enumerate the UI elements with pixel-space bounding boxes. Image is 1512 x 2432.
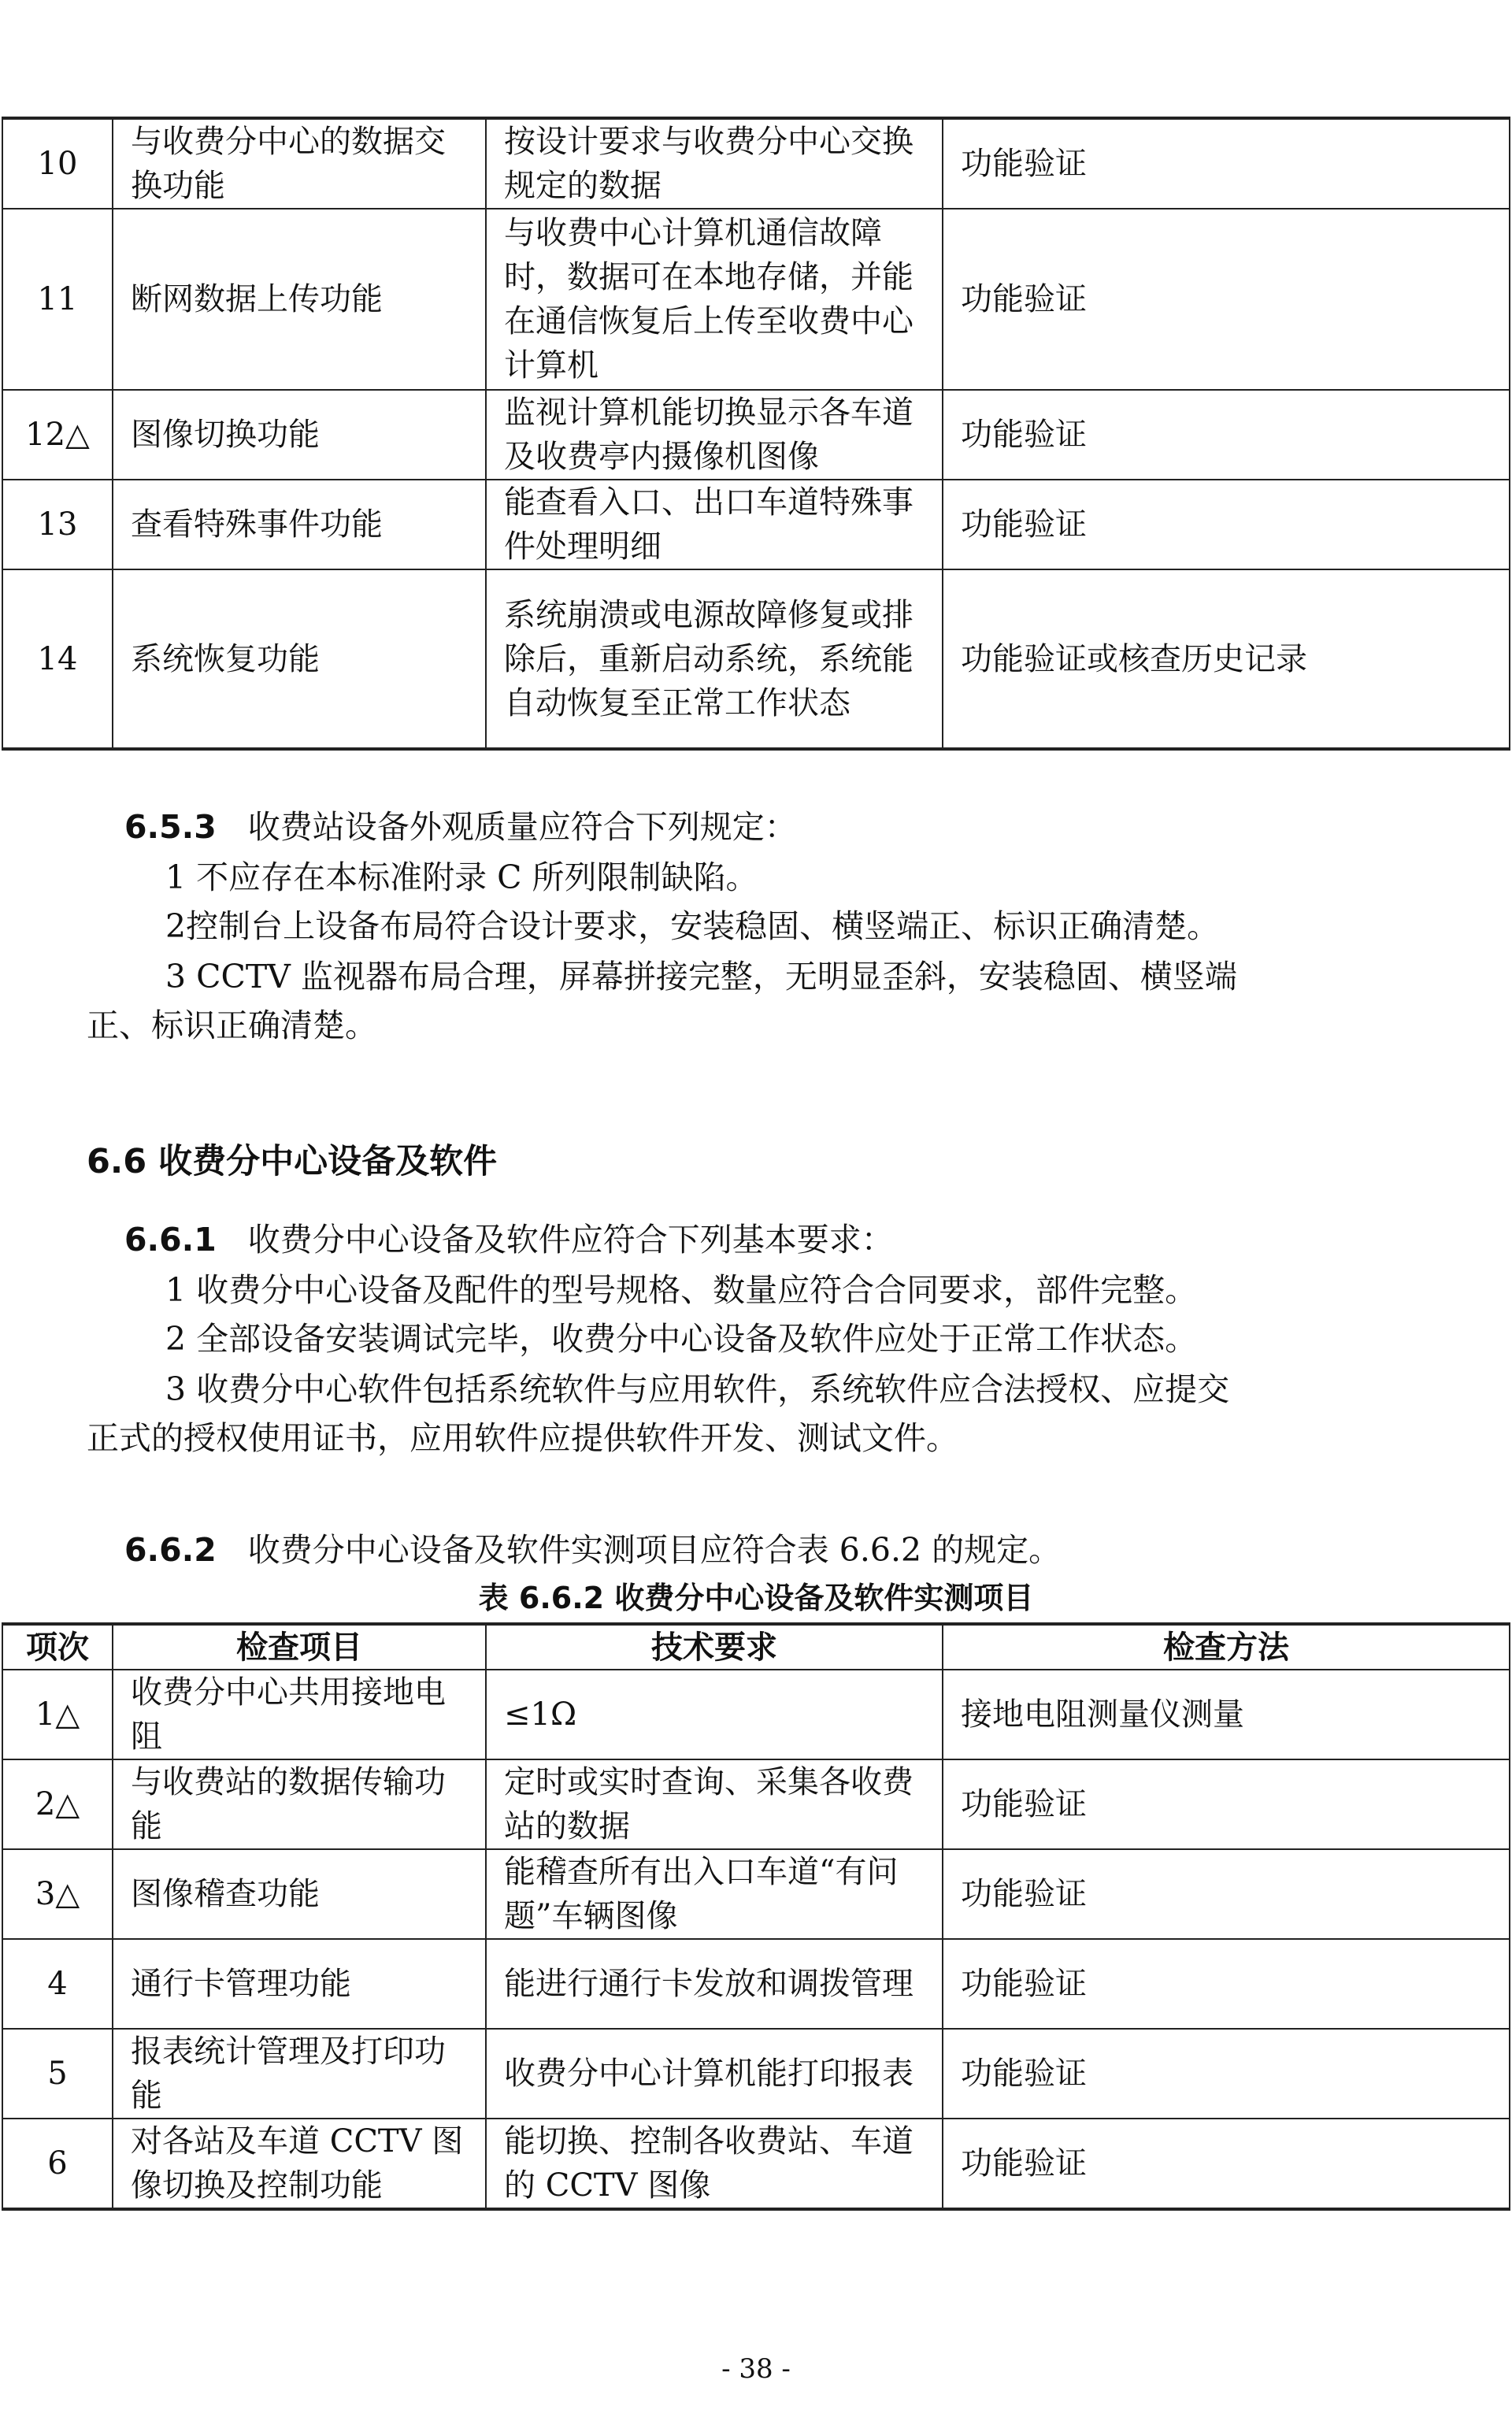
clause-number: 6.5.3 xyxy=(124,808,217,846)
table-row xyxy=(2,569,1510,749)
check-item: 与收费站的数据传输功能 xyxy=(113,1759,486,1849)
clause-6-6-2 xyxy=(124,1526,1061,1574)
check-item: 收费分中心共用接地电阻 xyxy=(113,1670,486,1759)
technical-requirement: 能查看入口、出口车道特殊事件处理明细 xyxy=(486,480,943,569)
table-header-row xyxy=(2,1624,1510,1670)
list-item: 2控制台上设备布局符合设计要求，安装稳固、横竖端正、标识正确清楚。 xyxy=(165,907,1220,945)
check-item: 系统恢复功能 xyxy=(113,569,486,749)
list-item: 3 CCTV 监视器布局合理，屏幕拼接完整，无明显歪斜，安装稳固、横竖端 xyxy=(165,958,1237,995)
list-item-continuation: 正、标识正确清楚。 xyxy=(87,1007,377,1044)
check-item: 查看特殊事件功能 xyxy=(113,480,486,569)
table-continued xyxy=(2,117,1510,751)
table-row xyxy=(2,1939,1510,2029)
list-item-continuation: 正式的授权使用证书，应用软件应提供软件开发、测试文件。 xyxy=(87,1419,958,1457)
table-row xyxy=(2,2029,1510,2119)
check-method: 接地电阻测量仪测量 xyxy=(943,1670,1510,1759)
check-method: 功能验证 xyxy=(943,480,1510,569)
header-req: 技术要求 xyxy=(486,1624,943,1670)
check-item: 图像稽查功能 xyxy=(113,1849,486,1939)
header-item: 检查项目 xyxy=(113,1624,486,1670)
check-method: 功能验证 xyxy=(943,2119,1510,2209)
table-6-6-2 xyxy=(2,1622,1510,2211)
table-row xyxy=(2,1670,1510,1759)
clause-6-6-1 xyxy=(124,1216,894,1263)
technical-requirement: 能切换、控制各收费站、车道的 CCTV 图像 xyxy=(486,2119,943,2209)
row-number: 3△ xyxy=(2,1849,113,1939)
check-item: 对各站及车道 CCTV 图像切换及控制功能 xyxy=(113,2119,486,2209)
technical-requirement: 与收费中心计算机通信故障时，数据可在本地存储，并能在通信恢复后上传至收费中心计算机 xyxy=(486,209,943,390)
list-item: 2 全部设备安装调试完毕，收费分中心设备及软件应处于正常工作状态。 xyxy=(165,1320,1198,1358)
clause-text: 收费分中心设备及软件实测项目应符合表 6.6.2 的规定。 xyxy=(247,1531,1062,1569)
list-item: 1 收费分中心设备及配件的型号规格、数量应符合合同要求，部件完整。 xyxy=(165,1271,1198,1309)
table-caption: 表 6.6.2 收费分中心设备及软件实测项目 xyxy=(478,1581,1034,1615)
row-number: 14 xyxy=(2,569,113,749)
row-number: 1△ xyxy=(2,1670,113,1759)
check-method: 功能验证 xyxy=(943,1939,1510,2029)
technical-requirement: 能进行通行卡发放和调拨管理 xyxy=(486,1939,943,2029)
row-number: 10 xyxy=(2,118,113,209)
clause-6-5-3 xyxy=(124,803,797,851)
technical-requirement: 收费分中心计算机能打印报表 xyxy=(486,2029,943,2119)
technical-requirement: 监视计算机能切换显示各车道及收费亭内摄像机图像 xyxy=(486,390,943,480)
list-item: 3 收费分中心软件包括系统软件与应用软件，系统软件应合法授权、应提交 xyxy=(165,1370,1230,1408)
check-item: 与收费分中心的数据交换功能 xyxy=(113,118,486,209)
row-number: 2△ xyxy=(2,1759,113,1849)
row-number: 11 xyxy=(2,209,113,390)
row-number: 6 xyxy=(2,2119,113,2209)
check-method: 功能验证 xyxy=(943,118,1510,209)
clause-text: 收费分中心设备及软件应符合下列基本要求： xyxy=(247,1221,894,1259)
clause-number: 6.6.2 xyxy=(124,1531,217,1569)
row-number: 5 xyxy=(2,2029,113,2119)
check-method: 功能验证 xyxy=(943,390,1510,480)
header-method: 检查方法 xyxy=(943,1624,1510,1670)
table-row xyxy=(2,1759,1510,1849)
page-number: - 38 - xyxy=(721,2353,791,2385)
technical-requirement: 按设计要求与收费分中心交换规定的数据 xyxy=(486,118,943,209)
header-no: 项次 xyxy=(2,1624,113,1670)
table-row xyxy=(2,2119,1510,2209)
table-row xyxy=(2,1849,1510,1939)
check-item: 断网数据上传功能 xyxy=(113,209,486,390)
row-number: 4 xyxy=(2,1939,113,2029)
check-method: 功能验证 xyxy=(943,1759,1510,1849)
check-item: 通行卡管理功能 xyxy=(113,1939,486,2029)
check-item: 图像切换功能 xyxy=(113,390,486,480)
list-item: 1 不应存在本标准附录 C 所列限制缺陷。 xyxy=(165,858,758,896)
section-heading: 6.6 收费分中心设备及软件 xyxy=(87,1142,498,1181)
table-row xyxy=(2,390,1510,480)
check-item: 报表统计管理及打印功能 xyxy=(113,2029,486,2119)
technical-requirement: 能稽查所有出入口车道“有问题”车辆图像 xyxy=(486,1849,943,1939)
check-method: 功能验证 xyxy=(943,1849,1510,1939)
technical-requirement: 系统崩溃或电源故障修复或排除后，重新启动系统，系统能自动恢复至正常工作状态 xyxy=(486,569,943,749)
table-row xyxy=(2,118,1510,209)
clause-number: 6.6.1 xyxy=(124,1221,217,1259)
technical-requirement: ≤1Ω xyxy=(486,1670,943,1759)
check-method: 功能验证 xyxy=(943,209,1510,390)
clause-text: 收费站设备外观质量应符合下列规定： xyxy=(247,808,797,846)
table-row xyxy=(2,480,1510,569)
check-method: 功能验证 xyxy=(943,2029,1510,2119)
row-number: 13 xyxy=(2,480,113,569)
check-method: 功能验证或核查历史记录 xyxy=(943,569,1510,749)
row-number: 12△ xyxy=(2,390,113,480)
table-row xyxy=(2,209,1510,390)
technical-requirement: 定时或实时查询、采集各收费站的数据 xyxy=(486,1759,943,1849)
